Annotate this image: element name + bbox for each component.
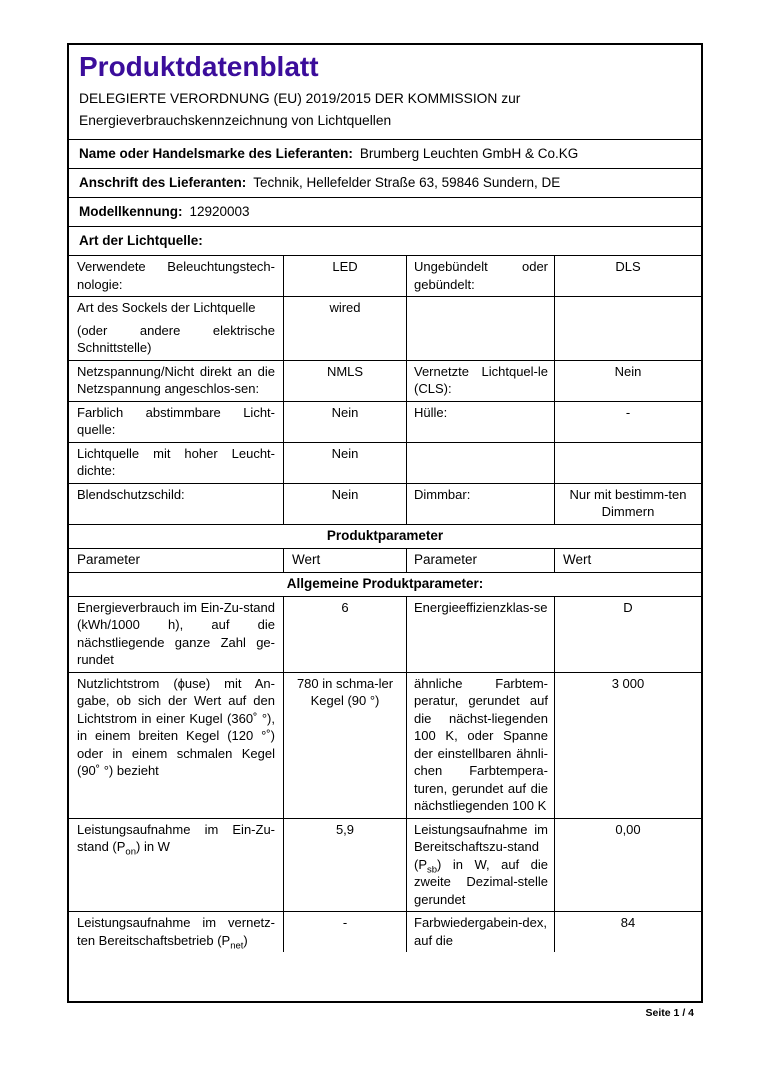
param-cell: Netzspannung/Nicht direkt an die Netzspannung angeschlos-sen: <box>77 363 275 396</box>
value-cell: Nur mit bestimm-ten Dimmern <box>554 484 701 524</box>
value-cell: Nein <box>283 443 406 483</box>
param-cell: Energieeffizienzklas-se <box>406 597 554 672</box>
param-cell: Hülle: <box>406 402 554 442</box>
value-cell: DLS <box>554 256 701 296</box>
param-cell: Leistungsaufnahme im vernetz-ten Bereitschaftsbetrieb $(P_{net})$ <box>77 915 275 952</box>
param-cell <box>406 443 554 483</box>
subscript: net <box>230 940 244 952</box>
param-line-1: Art des Sockels der Lichtquelle <box>77 300 256 315</box>
param-cell: Lichtquelle mit hoher Leucht-dichte: <box>77 445 275 478</box>
light-source-type-row <box>69 226 701 255</box>
supplier-name-value: Brumberg Leuchten GmbH & Co.KG <box>359 146 579 161</box>
value-cell: 5,9 <box>283 819 406 912</box>
param-cell: Leistungsaufnahme im Bereitschaftszu-stand $(P_{sb})$ in W, auf die zweite Dezimal-stelle gerundet <box>406 819 554 912</box>
param-cell <box>69 297 283 360</box>
param-cell: Farbwiedergabein-dex, auf die <box>406 912 554 952</box>
value-cell: - <box>554 402 701 442</box>
value-cell: 3 000 <box>554 673 701 818</box>
param-cell: Vernetzte Lichtquel-le (CLS): <box>406 361 554 401</box>
value-cell: wired <box>283 297 406 360</box>
param-cell: Dimmbar: <box>406 484 554 524</box>
regulation-subtitle-line1: DELEGIERTE VERORDNUNG (EU) 2019/2015 DER KOMMISSION zur <box>79 91 521 106</box>
table-row <box>69 442 701 483</box>
param-cell: ähnliche Farbtem-peratur, gerundet auf die nächst-liegenden 100 K, oder Spanne der einstellbaren ähnli-chen Farbtempera-turen, gerundet auf die nächstliegenden 100 K <box>406 673 554 818</box>
model-id-row <box>69 197 701 226</box>
regulation-subtitle <box>79 88 691 131</box>
page-number: Seite 1 / 4 <box>645 1007 694 1019</box>
document-page-frame <box>67 43 703 1003</box>
param-cell: Ungebündelt oder gebündelt: <box>406 256 554 296</box>
value-cell: NMLS <box>283 361 406 401</box>
value-cell: D <box>554 597 701 672</box>
param-cell: Leistungsaufnahme im Ein-Zu-stand $(P_{on})$ in W <box>77 821 275 858</box>
param-cell <box>406 297 554 360</box>
regulation-subtitle-line2: Energieverbrauchskennzeichnung von Lichtquellen <box>79 112 392 128</box>
column-header-parameter-1: Parameter <box>77 551 141 567</box>
supplier-address-label: Anschrift des Lieferanten: <box>79 175 247 190</box>
value-cell: 0,00 <box>554 819 701 912</box>
supplier-name-label: Name oder Handelsmarke des Lieferanten: <box>79 146 353 161</box>
param-line-2: (oder andere elektrische Schnittstelle) <box>77 322 275 355</box>
value-cell: 84 <box>554 912 701 952</box>
table-row <box>69 596 701 672</box>
table-row <box>69 401 701 442</box>
param-cell: Nutzlichtstrom (ϕuse) mit An-gabe, ob sich der Wert auf den Lichtstrom in einer Kugel (360˚ °), in einem breiten Kegel (120 °˚) oder in einem schmalen Kegel (90˚ °) bezieht <box>77 675 275 778</box>
light-source-type-label: Art der Lichtquelle: <box>79 233 203 248</box>
supplier-address-row <box>69 168 701 197</box>
table-row <box>69 483 701 524</box>
value-cell: 6 <box>283 597 406 672</box>
supplier-name-row <box>69 139 701 168</box>
table-row <box>69 911 701 952</box>
supplier-address-value: Technik, Hellefelder Straße 63, 59846 Sundern, DE <box>253 175 561 190</box>
value-cell: Nein <box>283 402 406 442</box>
subscript: on <box>125 846 136 858</box>
light-source-table <box>69 255 701 524</box>
value-cell <box>554 297 701 360</box>
value-cell <box>554 443 701 483</box>
subsection-title-allgemeine-produktparameter: Allgemeine Produktparameter: <box>69 572 701 596</box>
table-header-row <box>69 548 701 572</box>
value-cell: 780 in schma-ler Kegel (90 °) <box>283 673 406 818</box>
section-title-produktparameter: Produktparameter <box>69 524 701 548</box>
table-row <box>69 818 701 912</box>
model-id-value: 12920003 <box>189 204 250 219</box>
product-parameters-table <box>69 596 701 953</box>
column-header-wert-1: Wert <box>283 549 406 572</box>
page-title: Produktdatenblatt <box>79 51 319 82</box>
param-cell: Farblich abstimmbare Licht-quelle: <box>77 404 275 437</box>
value-cell: - <box>283 912 406 952</box>
model-id-label: Modellkennung: <box>79 204 183 219</box>
value-cell: Nein <box>283 484 406 524</box>
table-row <box>69 360 701 401</box>
table-row <box>69 296 701 360</box>
subscript: sb <box>427 864 438 876</box>
column-header-parameter-2: Parameter <box>406 549 554 572</box>
table-row <box>69 672 701 818</box>
column-header-wert-2: Wert <box>554 549 701 572</box>
param-cell: Energieverbrauch im Ein-Zu-stand (kWh/1000 h), auf die nächstliegende ganze Zahl ge-rundet <box>77 599 275 667</box>
value-cell: LED <box>283 256 406 296</box>
param-cell: Verwendete Beleuchtungstech-nologie: <box>77 259 275 292</box>
table-row <box>69 255 701 296</box>
value-cell: Nein <box>554 361 701 401</box>
document-header <box>69 45 701 139</box>
param-cell: Blendschutzschild: <box>77 486 185 502</box>
